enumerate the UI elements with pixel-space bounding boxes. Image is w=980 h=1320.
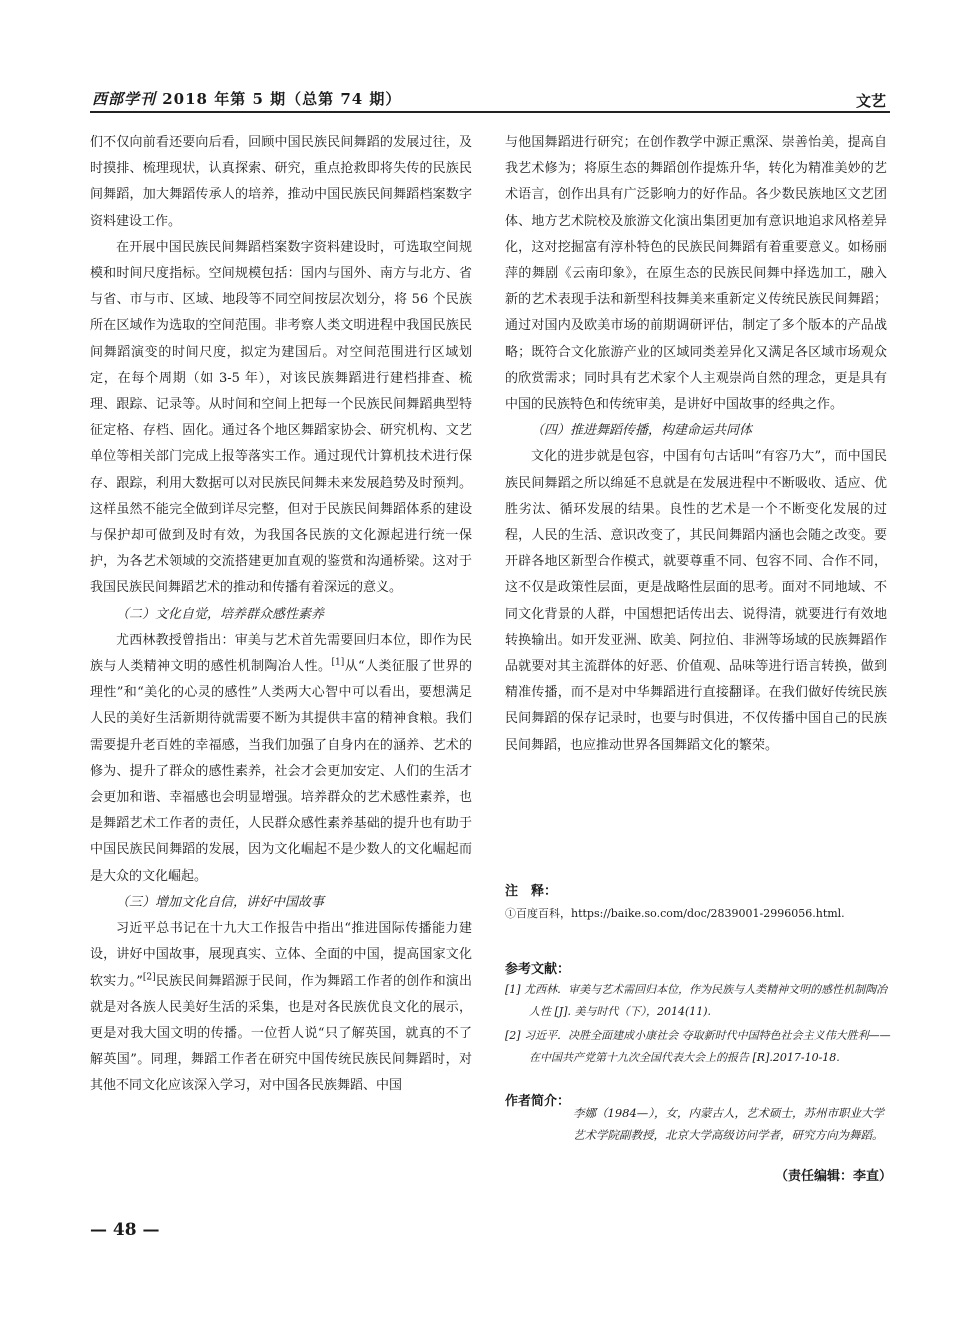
notes-heading: 注 释： bbox=[505, 884, 558, 899]
author-bio bbox=[505, 1090, 895, 1157]
notes-section bbox=[505, 880, 895, 925]
references-section bbox=[505, 958, 895, 1069]
page-number: — 48 — bbox=[90, 1220, 160, 1240]
paragraph bbox=[90, 916, 472, 1099]
citation-marker: [1] bbox=[331, 657, 345, 668]
right-column bbox=[505, 130, 887, 759]
section-heading: （四）推进舞蹈传播，构建命运共同体 bbox=[531, 423, 753, 439]
citation-marker: [2] bbox=[142, 972, 156, 983]
references-heading: 参考文献： bbox=[505, 962, 571, 977]
issue-info: 2018 年第 5 期（总第 74 期） bbox=[162, 90, 402, 108]
paragraph-text: 习近平总书记在十九大工作报告中指出“推进国际传播能力建设，讲好中国故事，展现真实、立体、全面的中国，提高国家文化软实力。” bbox=[90, 921, 472, 989]
author-text: 李娜（1984—），女，内蒙古人，艺术硕士，苏州市职业大学艺术学院副教授，北京大学高级访问学者，研究方向为舞蹈。 bbox=[573, 1105, 885, 1142]
paragraph: 文化的进步就是包容，中国有句古话叫“有容乃大”，而中国民族民间舞蹈之所以绵延不息就是在发展进程中不断吸收、适应、优胜劣汰、循环发展的结果。良性的艺术是一个不断变化发展的过程，人民的生活、意识改变了，其民间舞蹈内涵也会随之改变。要开辟各地区新型合作模式，就要尊重不同、包容不同、合作不同，这不仅是政策性层面，更是战略性层面的思考。面对不同地域、不同文化背景的人群，中国想把话传出去、说得清，就要进行有效地转换输出。如开发亚洲、欧美、阿拉伯、非洲等场域的民族舞蹈作品就要对其主流群体的好恶、价值观、品味等进行语言转换，做到精准传播，而不是对中华舞蹈进行直接翻译。在我们做好传统民族民间舞蹈的保存记录时，也要与时俱进，不仅传播中国自己的民族民间舞蹈，也应推动世界各国舞蹈文化的繁荣。 bbox=[505, 449, 887, 753]
section-heading: （三）增加文化自信，讲好中国故事 bbox=[116, 894, 325, 910]
author-label: 作者简介： bbox=[505, 1094, 571, 1109]
section-label: 文艺 bbox=[855, 92, 886, 110]
paragraph bbox=[90, 628, 472, 890]
paragraph-text: 尤西林教授曾指出：审美与艺术首先需要回归本位，即作为民族与人类精神文明的感性机制陶冶人性。 bbox=[90, 632, 472, 675]
section-heading: （二）文化自觉，培养群众感性素养 bbox=[116, 606, 325, 622]
reference-item: [2] 习近平．决胜全面建成小康社会 夺取新时代中国特色社会主义伟大胜利——在中国共产党第十九次全国代表大会上的报告 [R].2017-10-18. bbox=[505, 1029, 891, 1064]
journal-name: 西部学刊 bbox=[92, 90, 157, 108]
note-item: ①百度百科，https://baike.so.com/doc/2839001-2996056.html. bbox=[505, 907, 845, 920]
journal-issue bbox=[92, 88, 401, 109]
left-column bbox=[90, 130, 472, 1100]
paragraph: 与他国舞蹈进行研究；在创作教学中源正熏深、崇善怡美，提高自我艺术修为；将原生态的舞蹈创作提炼升华，转化为精准美妙的艺术语言，创作出具有广泛影响力的好作品。各少数民族地区文艺团体、地方艺术院校及旅游文化演出集团更加有意识地追求风格差异化，这对挖掘富有淳朴特色的民族民间舞蹈有着重要意义。如杨丽萍的舞剧《云南印象》，在原生态的民族民间舞中择选加工，融入新的艺术表现手法和新型科技舞美来重新定义传统民族民间舞蹈；通过对国内及欧美市场的前期调研评估，制定了多个版本的产品战略；既符合文化旅游产业的区域同类差异化又满足各区域市场观众的欣赏需求；同时具有艺术家个人主观崇尚自然的理念，更是具有中国的民族特色和传统审美，是讲好中国故事的经典之作。 bbox=[505, 135, 887, 413]
header-rule bbox=[90, 111, 890, 113]
paragraph: 在开展中国民族民间舞蹈档案数字资料建设时，可选取空间规模和时间尺度指标。空间规模包括：国内与国外、南方与北方、省与省、市与市、区域、地段等不同空间按层次划分，将 56 个民族所在区域作为选取的空间范围。非考察人类文明进程中我国民族民间舞蹈演变的时间尺度，拟定为建国后。对空间范围进行区域划定，在每个周期（如 3-5 年），对该民族舞蹈进行建档排查、梳理、跟踪、记录等。从时间和空间上把每一个民族民间舞蹈典型特征定格、存档、固化。通过各个地区舞蹈家协会、研究机构、文艺单位等相关部门完成上报等落实工作。通过现代计算机技术进行保存、跟踪，利用大数据可以对民族民间舞未来发展趋势及时预判。这样虽然不能完全做到详尽完整，但对于民族民间舞蹈体系的建设与保护却可做到及时有效，为我国各民族的文化源起进行统一保护，为各艺术领域的交流搭建更加直观的鉴赏和沟通桥梁。这对于我国民族民间舞蹈艺术的推动和传播有着深远的意义。 bbox=[90, 239, 472, 596]
reference-item: [1] 尤西林．审美与艺术需回归本位，作为民族与人类精神文明的感性机制陶冶人性 [J]. 美与时代（下），2014(11). bbox=[505, 983, 888, 1018]
running-header bbox=[90, 86, 890, 114]
paragraph-text: 从“人类征服了世界的理性”和“美化的心灵的感性”人类两大心智中可以看出，要想满足人民的美好生活新期待就需要不断为其提供丰富的精神食粮。我们需要提升老百姓的幸福感，当我们加强了自身内在的涵养、艺术的修为、提升了群众的感性素养，社会才会更加安定、人们的生活才会更加和谐、幸福感也会明显增强。培养群众的艺术感性素养，也是舞蹈艺术工作者的责任，人民群众感性素养基础的提升也有助于中国民族民间舞蹈的发展，因为文化崛起不是少数人的文化崛起而是大众的文化崛起。 bbox=[90, 659, 472, 884]
responsible-editor: （责任编辑：李直） bbox=[774, 1169, 892, 1184]
paragraph-text: 民族民间舞蹈源于民间，作为舞蹈工作者的创作和演出就是对各族人民美好生活的采集，也是对各民族优良文化的展示，更是对我大国文明的传播。一位哲人说“只了解英国，就真的不了解英国”。同理，舞蹈工作者在研究中国传统民族民间舞蹈时，对其他不同文化应该深入学习，对中国各民族舞蹈、中国 bbox=[90, 973, 472, 1094]
paragraph: 们不仅向前看还要向后看，回顾中国民族民间舞蹈的发展过往，及时摸排、梳理现状，认真探索、研究，重点抢救即将失传的民族民间舞蹈，加大舞蹈传承人的培养，推动中国民族民间舞蹈档案数字资料建设工作。 bbox=[90, 135, 472, 229]
